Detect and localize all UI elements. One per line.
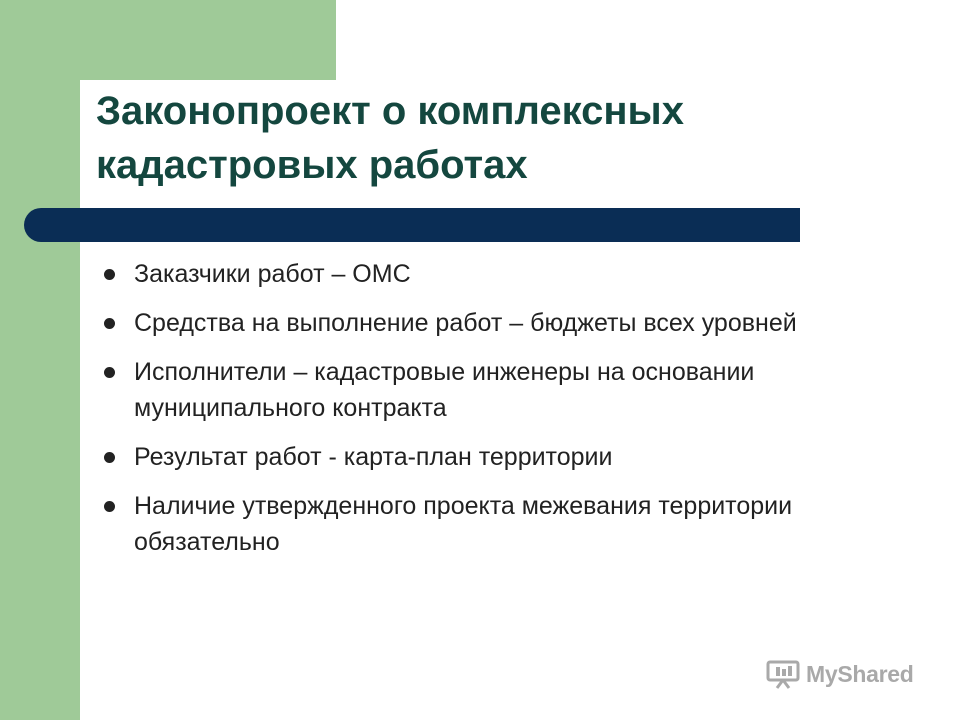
bullet-dot-icon bbox=[104, 501, 115, 512]
bullet-item bbox=[104, 354, 884, 426]
presentation-board-icon bbox=[766, 659, 800, 689]
bullet-text: Исполнители – кадастровые инженеры на основании муниципального контракта bbox=[134, 358, 755, 422]
watermark-text: MyShared bbox=[806, 660, 914, 687]
bullet-list bbox=[104, 256, 884, 573]
bullet-item bbox=[104, 488, 884, 560]
bullet-dot-icon bbox=[104, 318, 115, 329]
bullet-text: Заказчики работ – ОМС bbox=[134, 260, 411, 288]
slide-title: Законопроект о комплексных кадастровых работах bbox=[96, 89, 684, 187]
bullet-text: Результат работ - карта-план территории bbox=[134, 443, 613, 471]
bullet-text: Наличие утвержденного проекта межевания территории обязательно bbox=[134, 492, 793, 556]
bullet-item bbox=[104, 256, 884, 292]
bullet-dot-icon bbox=[104, 269, 115, 280]
bullet-item bbox=[104, 305, 884, 341]
bullet-text: Средства на выполнение работ – бюджеты всех уровней bbox=[134, 309, 797, 337]
bullet-dot-icon bbox=[104, 452, 115, 463]
bullet-dot-icon bbox=[104, 367, 115, 378]
title-underline-bar bbox=[24, 208, 800, 242]
decor-green-band-left bbox=[0, 0, 80, 720]
bullet-item bbox=[104, 439, 884, 475]
watermark-logo[interactable] bbox=[766, 657, 914, 691]
